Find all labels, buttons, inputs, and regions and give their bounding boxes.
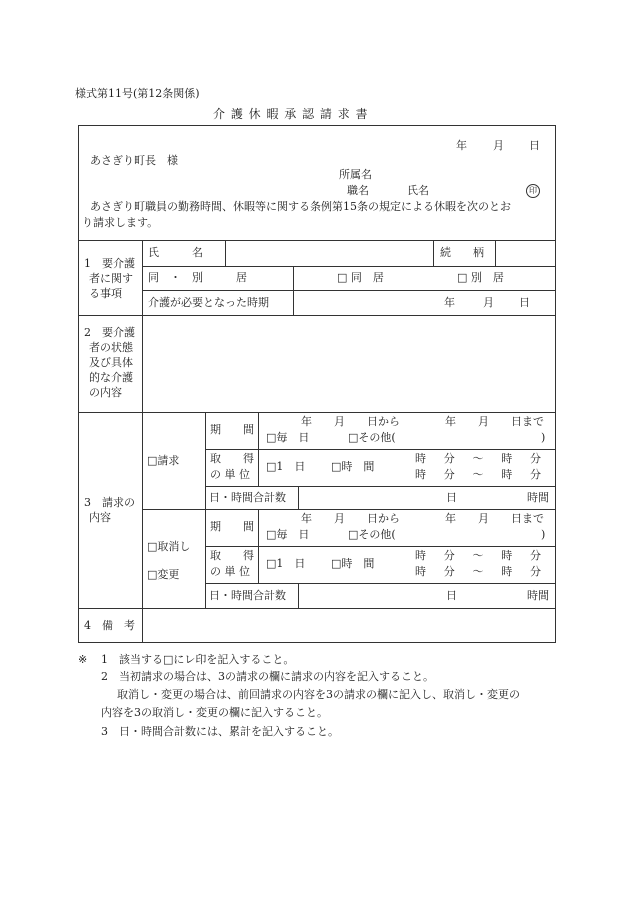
request-unit-day-option[interactable]: □1 日 [266, 460, 306, 473]
intro-line-1: あさぎり町職員の勤務時間、休暇等に関する条例第15条の規定による休暇を次のとお [90, 200, 511, 213]
section2-label-line-2: 者の状態 [89, 341, 133, 354]
section1-label-line-1: 1 要介護 [84, 257, 135, 270]
cancel-time-range-1: 時 分 ～ 時 分 [415, 549, 541, 562]
cancel-unit-day-option[interactable]: □1 日 [266, 557, 306, 570]
cancel-total-label: 日・時間合計数 [209, 589, 286, 602]
form-number: 様式第11号(第12条関係) [75, 87, 200, 100]
relation-field[interactable] [497, 241, 554, 265]
date-month-label: 月 [493, 139, 504, 152]
note-item-2-continued: 取消し・変更の場合は、前回請求の内容を3の請求の欄に記入し、取消し・変更の [117, 688, 520, 701]
request-other-close: ) [541, 431, 546, 444]
cancel-period-from: 年 月 日から [301, 512, 400, 525]
care-details-field[interactable] [144, 317, 554, 411]
position-label: 職名 [347, 184, 369, 197]
section4-label: 4 備 考 [84, 619, 135, 632]
date-day-label: 日 [529, 139, 540, 152]
remarks-field[interactable] [144, 610, 554, 641]
request-period-to: 年 月 日まで [445, 415, 544, 428]
care-recipient-name-field[interactable] [227, 241, 431, 265]
section2-label-line-1: 2 要介護 [84, 326, 135, 339]
note-item-3: 3 日・時間合計数には、累計を記入すること。 [101, 725, 339, 738]
care-start-day: 日 [519, 296, 530, 309]
notes-mark: ※ [78, 653, 88, 666]
cancel-total-hour: 時間 [527, 589, 549, 602]
request-unit-hour-option[interactable]: □時 間 [331, 460, 375, 473]
care-start-month: 月 [483, 296, 494, 309]
applicant-name-label: 氏名 [407, 184, 429, 197]
request-total-label: 日・時間合計数 [209, 491, 286, 504]
request-period-label: 期 間 [210, 423, 254, 436]
addressee: あさぎり町長 様 [90, 154, 178, 167]
section3-label-line-1: 3 請求の [84, 496, 135, 509]
cancel-other-option[interactable]: □その他( [348, 528, 396, 541]
cancel-unit-hour-option[interactable]: □時 間 [331, 557, 375, 570]
care-start-year: 年 [444, 296, 455, 309]
request-time-range-1: 時 分 ～ 時 分 [415, 452, 541, 465]
separate-option[interactable]: □ 別 居 [457, 271, 504, 284]
cancel-unit-label-1: 取 得 [210, 549, 254, 562]
cancel-daily-option[interactable]: □毎 日 [266, 528, 310, 541]
cancel-other-close: ) [541, 528, 546, 541]
section2-label-line-5: の内容 [89, 386, 122, 399]
intro-line-2: り請求します。 [82, 216, 159, 229]
cancel-time-range-2: 時 分 ～ 時 分 [415, 565, 541, 578]
care-recipient-name-label: 氏 名 [148, 246, 203, 259]
request-other-option[interactable]: □その他( [348, 431, 396, 444]
section1-label-line-3: る事項 [89, 287, 122, 300]
note-item-2-continued-2: 内容を3の取消し・変更の欄に記入すること。 [101, 706, 328, 719]
affiliation-label: 所属名 [339, 168, 372, 181]
cancel-period-to: 年 月 日まで [445, 512, 544, 525]
cancel-total-day: 日 [446, 589, 457, 602]
request-period-from: 年 月 日から [301, 415, 400, 428]
request-total-day: 日 [446, 491, 457, 504]
cancel-checkbox[interactable]: □取消し [147, 540, 191, 553]
request-unit-label-1: 取 得 [210, 452, 254, 465]
cohabit-label: 同 ・ 別 居 [148, 271, 247, 284]
relation-label: 続 柄 [440, 246, 484, 259]
request-total-hour: 時間 [527, 491, 549, 504]
request-unit-label-2: の 単 位 [210, 468, 250, 481]
request-checkbox[interactable]: □請求 [147, 454, 180, 467]
change-checkbox[interactable]: □変更 [147, 568, 180, 581]
date-year-label: 年 [456, 139, 467, 152]
note-item-2: 2 当初請求の場合は、3の請求の欄に請求の内容を記入すること。 [101, 670, 434, 683]
cancel-unit-label-2: の 単 位 [210, 565, 250, 578]
section3-label-line-2: 内容 [89, 511, 111, 524]
care-start-label: 介護が必要となった時期 [148, 296, 269, 309]
section1-label-line-2: 者に関す [89, 272, 133, 285]
cohabit-option[interactable]: □ 同 居 [337, 271, 384, 284]
seal-mark: 印 [526, 184, 540, 198]
cancel-period-label: 期 間 [210, 520, 254, 533]
note-item-1: 1 該当する□にレ印を記入すること。 [101, 653, 295, 666]
form-title: 介 護 休 暇 承 認 請 求 書 [213, 107, 369, 121]
request-time-range-2: 時 分 ～ 時 分 [415, 468, 541, 481]
section2-label-line-4: 的な介護 [89, 371, 133, 384]
request-daily-option[interactable]: □毎 日 [266, 431, 310, 444]
section2-label-line-3: 及び具体 [89, 356, 133, 369]
